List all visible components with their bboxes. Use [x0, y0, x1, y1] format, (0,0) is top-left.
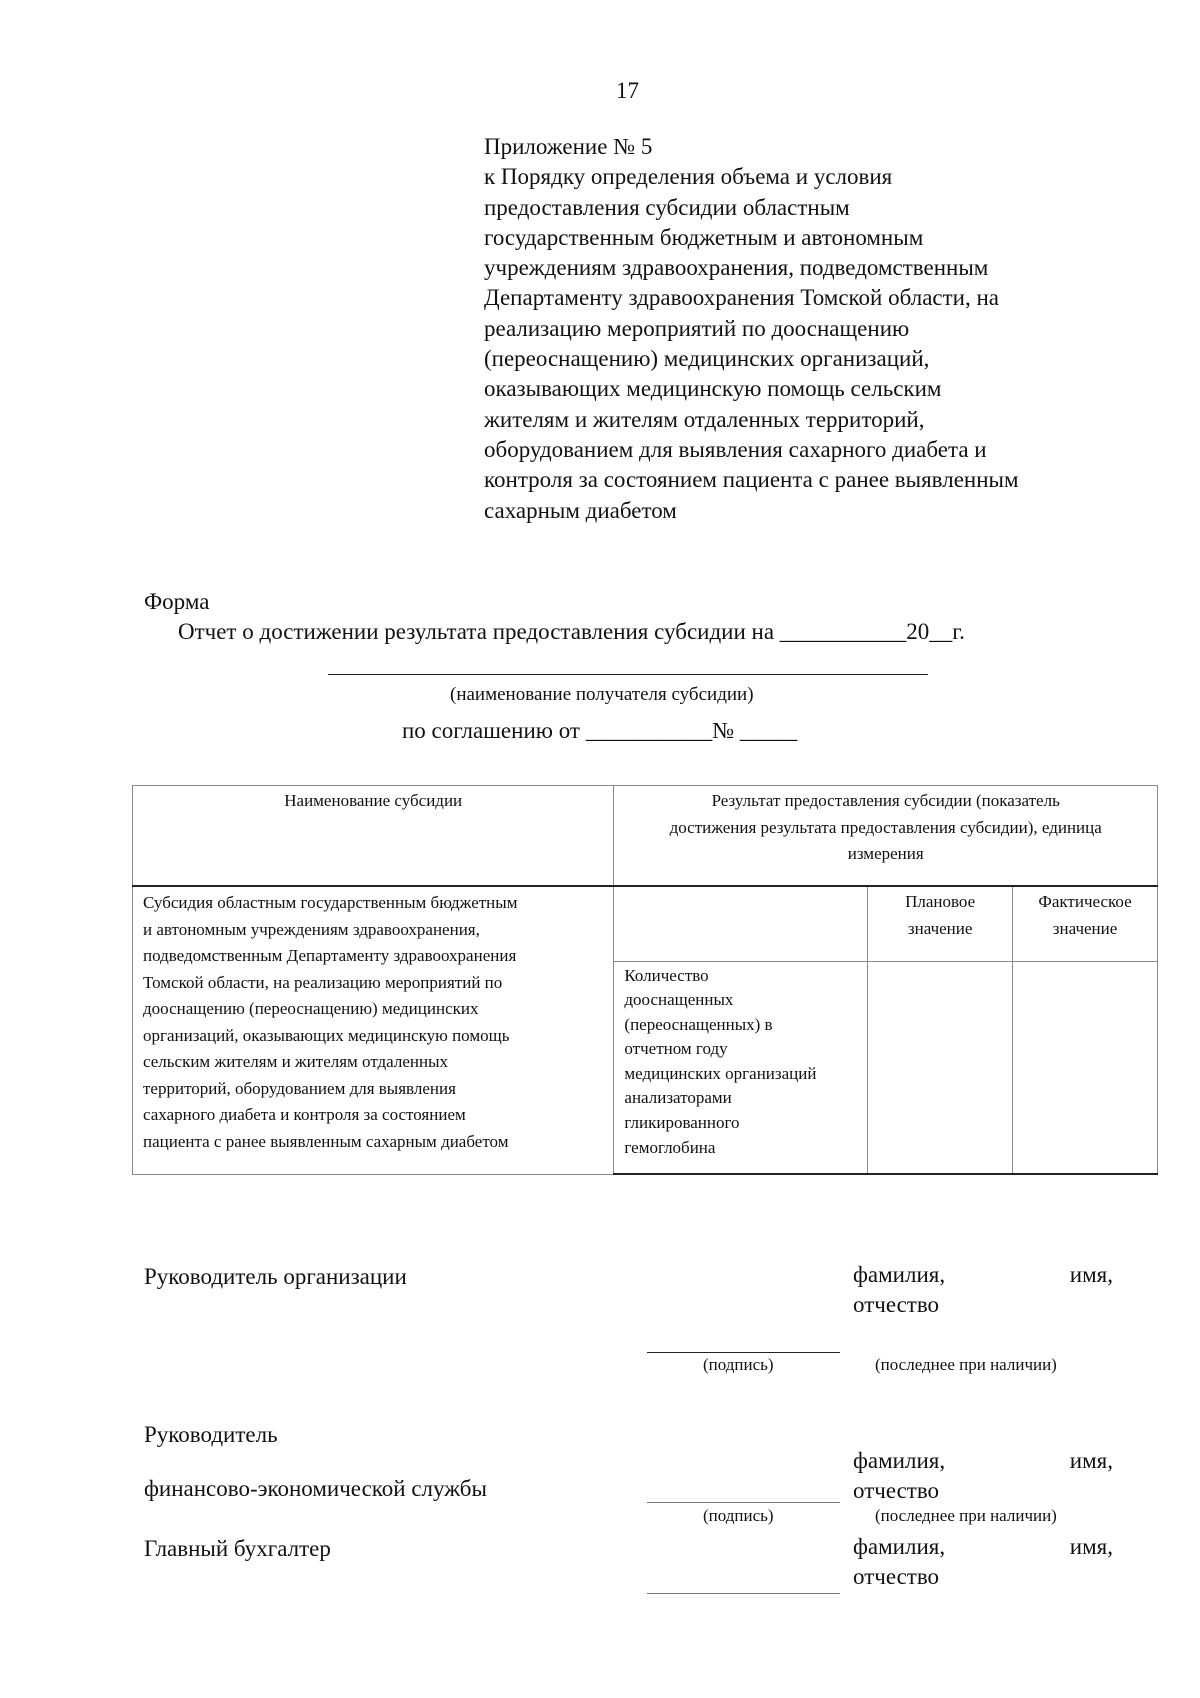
header-subsidy-name: Наименование субсидии — [133, 786, 614, 887]
indicator-line: анализаторами — [624, 1088, 732, 1108]
annex-header — [484, 132, 1019, 526]
subsidy-name-line: пациента с ранее выявленным сахарным диабетом — [143, 1131, 509, 1151]
header-result-line: измерения — [847, 844, 924, 863]
head-org-signature-field[interactable] — [647, 1352, 840, 1353]
chief-accountant-label: Главный бухгалтер — [144, 1536, 331, 1561]
indicator-header-empty — [614, 886, 868, 961]
report-date-field[interactable]: ___________ — [779, 619, 907, 644]
header-actual-line: Фактическое — [1038, 892, 1132, 911]
annex-line: жителям и жителям отдаленных территорий, — [484, 406, 925, 432]
indicator-cell — [614, 961, 868, 1174]
indicator-line: медицинских организаций — [624, 1063, 817, 1083]
subsidy-name-line: территорий, оборудованием для выявления — [143, 1078, 456, 1098]
header-actual-line: значение — [1052, 918, 1118, 938]
fio-name-label: имя, — [1069, 1262, 1113, 1287]
indicator-line: Количество — [624, 965, 709, 985]
fio-name-label: имя, — [1069, 1448, 1113, 1473]
fio-patronymic-label: отчество — [853, 1292, 940, 1317]
fio-surname-label: фамилия, — [853, 1262, 946, 1287]
report-title — [178, 617, 965, 647]
annex-line: оборудованием для выявления сахарного диабета и — [484, 436, 987, 462]
report-year-field[interactable]: 20__г. — [906, 619, 965, 644]
fio-patronymic-label: отчество — [853, 1478, 940, 1503]
header-actual-value — [1013, 886, 1158, 961]
report-table — [132, 785, 1158, 1175]
header-result-line: достижения результата предоставления субсидии), единица — [669, 817, 1102, 837]
subsidy-name-line: подведомственным Департаменту здравоохранения — [143, 946, 517, 965]
fio-surname-label: фамилия, — [853, 1448, 946, 1473]
annex-line: Департаменту здравоохранения Томской области, на — [484, 285, 999, 311]
fio-name-label: имя, — [1069, 1534, 1113, 1559]
annex-line: (переоснащению) медицинских организаций, — [484, 346, 930, 372]
head-org-label: Руководитель организации — [144, 1264, 407, 1289]
header-planned-value — [868, 886, 1013, 961]
report-title-text: Отчет о достижении результата предоставления субсидии на — [178, 619, 775, 644]
annex-line: реализацию мероприятий по дооснащению — [484, 315, 910, 341]
head-fin-label-line1: Руководитель — [144, 1422, 278, 1447]
page-number: 17 — [616, 78, 639, 103]
table-subheader-row — [133, 886, 1158, 961]
annex-line: оказывающих медицинскую помощь сельским — [484, 376, 942, 402]
chief-accountant-signature-field[interactable] — [647, 1593, 840, 1594]
subsidy-name-line: Субсидия областным государственным бюджетным — [143, 893, 518, 912]
indicator-line: дооснащенных — [624, 990, 734, 1010]
fio-patronymic-label: отчество — [853, 1564, 940, 1589]
table-header-row — [133, 786, 1158, 887]
header-result — [614, 786, 1158, 887]
indicator-line: гемоглобина — [624, 1137, 716, 1157]
patronymic-caption: (последнее при наличии) — [875, 1355, 1057, 1374]
annex-line: предоставления субсидии областным — [484, 194, 850, 220]
head-fin-fio — [853, 1448, 1113, 1504]
subsidy-name-cell — [133, 886, 614, 1174]
subsidy-name-line: сельским жителям и жителям отдаленных — [143, 1052, 449, 1071]
annex-line: контроля за состоянием пациента с ранее выявленным — [484, 467, 1019, 493]
annex-line: учреждениям здравоохранения, подведомственным — [484, 255, 989, 281]
annex-line: государственным бюджетным и автономным — [484, 224, 924, 250]
head-org-fio — [853, 1262, 1113, 1318]
header-planned-line: значение — [907, 918, 973, 938]
subsidy-name-line: сахарного диабета и контроля за состоянием — [143, 1105, 466, 1124]
agreement-date-field[interactable]: ___________ — [585, 718, 713, 743]
planned-value-cell[interactable] — [868, 961, 1013, 1174]
subsidy-name-line: дооснащению (переоснащению) медицинских — [143, 999, 479, 1018]
header-result-line: Результат предоставления субсидии (показатель — [711, 791, 1060, 810]
annex-line: сахарным диабетом — [484, 497, 677, 523]
annex-line: Приложение № 5 — [484, 134, 653, 159]
chief-accountant-fio — [853, 1534, 1113, 1590]
form-label: Форма — [144, 589, 210, 614]
actual-value-cell[interactable] — [1013, 961, 1158, 1174]
patronymic-caption: (последнее при наличии) — [875, 1506, 1057, 1525]
recipient-caption: (наименование получателя субсидии) — [450, 684, 754, 705]
signature-caption: (подпись) — [703, 1355, 774, 1374]
fio-surname-label: фамилия, — [853, 1534, 946, 1559]
annex-line: к Порядку определения объема и условия — [484, 164, 893, 190]
indicator-line: (переоснащенных) в — [624, 1014, 773, 1034]
indicator-line: отчетном году — [624, 1039, 728, 1059]
agreement-line — [402, 716, 797, 746]
signature-caption: (подпись) — [703, 1506, 774, 1525]
agreement-label: по соглашению от — [402, 718, 580, 743]
agreement-number-field[interactable]: _____ — [739, 718, 798, 743]
subsidy-name-line: Томской области, на реализацию мероприятий по — [143, 972, 503, 992]
head-fin-label-line2: финансово-экономической службы — [144, 1476, 487, 1501]
subsidy-name-line: организаций, оказывающих медицинскую помощь — [143, 1025, 510, 1045]
subsidy-name-line: и автономным учреждениям здравоохранения, — [143, 919, 480, 939]
head-fin-signature-field[interactable] — [647, 1502, 840, 1503]
recipient-name-field[interactable] — [328, 674, 928, 675]
agreement-number-label: № — [712, 718, 735, 743]
header-planned-line: Плановое — [905, 892, 976, 911]
indicator-line: гликированного — [624, 1113, 740, 1133]
